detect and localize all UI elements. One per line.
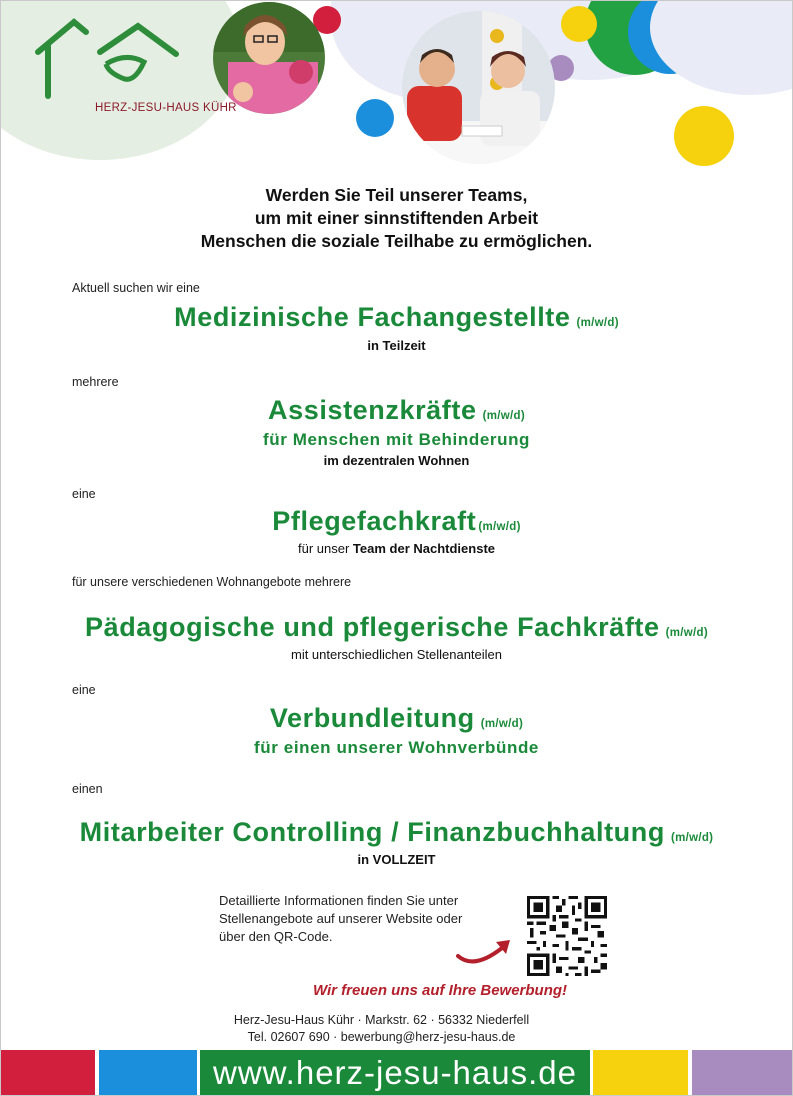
job-1-lead: Aktuell suchen wir eine [72,281,200,295]
arrow-icon [452,932,518,972]
contact-phone-email[interactable]: Tel. 02607 690 · bewerbung@herz-jesu-haus.de [247,1030,516,1044]
job-6-heading [0,817,793,848]
job-2-title: Assistenzkräfte [268,395,477,425]
job-1-title: Medizinische Fachangestellte [174,302,571,332]
job-2-tag: (m/w/d) [482,410,525,422]
job-5-lead: eine [72,683,96,697]
organization-logo [30,14,237,114]
pale-circle-decoration [650,0,793,95]
job-2-note-text: im dezentralen Wohnen [323,453,470,468]
job-1-heading [0,302,793,333]
photo-people-image [402,11,555,164]
job-6-note-text: in VOLLZEIT [357,852,436,867]
job-6-title: Mitarbeiter Controlling / Finanzbuchhaltung [79,817,665,847]
job-5-title: Verbundleitung [269,703,475,733]
job-4-heading [0,612,793,643]
footer-bar-blue [99,1050,197,1096]
job-3-tag: (m/w/d) [478,521,521,533]
logo-text: HERZ-JESU-HAUS KÜHR [95,102,237,114]
job-2-lead: mehrere [72,375,119,389]
job-1-note-text: in Teilzeit [367,338,426,353]
job-3-title: Pflegefachkraft [272,506,477,536]
yellow-circle-decoration [674,106,734,166]
house-logo-icon [30,14,180,104]
job-3-heading [0,506,793,537]
job-6-lead: einen [72,782,103,796]
info-line-2: Stellenangebote auf unserer Website oder [219,911,463,926]
footer-bar-lilac [692,1050,793,1096]
footer-bar-yellow [593,1050,688,1096]
job-3-note-plain: für unser [297,541,350,556]
job-3-lead: eine [72,487,96,501]
yellow-circle-decoration [561,6,597,42]
job-2-subtitle: für Menschen mit Behinderung [262,430,531,449]
job-6-tag: (m/w/d) [670,832,714,844]
job-2-heading [0,395,793,426]
intro-line-3: Menschen die soziale Teilhabe zu ermöglichen. [200,231,593,251]
footer-bar-red [0,1050,95,1096]
job-4-title: Pädagogische und pflegerische Fachkräfte [84,612,660,642]
job-5-tag: (m/w/d) [480,718,524,730]
job-2-note [0,453,793,468]
contact-address: Herz-Jesu-Haus Kühr · Markstr. 62 · 56332 Niederfell [233,1013,530,1027]
job-4-lead: für unsere verschiedenen Wohnangebote mehrere [72,575,352,589]
blue-circle-decoration [356,99,394,137]
photo-girl [213,2,325,114]
job-1-tag: (m/w/d) [576,317,619,329]
job-5-subtitle: für einen unserer Wohnverbünde [253,738,539,757]
job-5-heading [0,703,793,734]
photo-girl-image [213,2,325,114]
job-3-note-bold: Team der Nachtdienste [352,541,496,556]
job-3-note [0,541,793,556]
info-line-3: über den QR-Code. [219,929,333,944]
photo-people [402,11,555,164]
thanks-message: Wir freuen uns auf Ihre Bewerbung! [312,982,568,999]
job-6-note [0,852,793,867]
job-4-tag: (m/w/d) [665,627,708,639]
intro-line-2: um mit einer sinnstiftenden Arbeit [254,208,539,228]
qr-code-icon[interactable] [527,896,607,976]
website-url[interactable]: www.herz-jesu-haus.de [200,1050,590,1096]
intro-line-1: Werden Sie Teil unserer Teams, [265,185,528,205]
job-4-note: mit unterschiedlichen Stellenanteilen [290,647,502,662]
info-line-1: Detaillierte Informationen finden Sie unter [219,893,459,908]
job-1-note [0,338,793,353]
